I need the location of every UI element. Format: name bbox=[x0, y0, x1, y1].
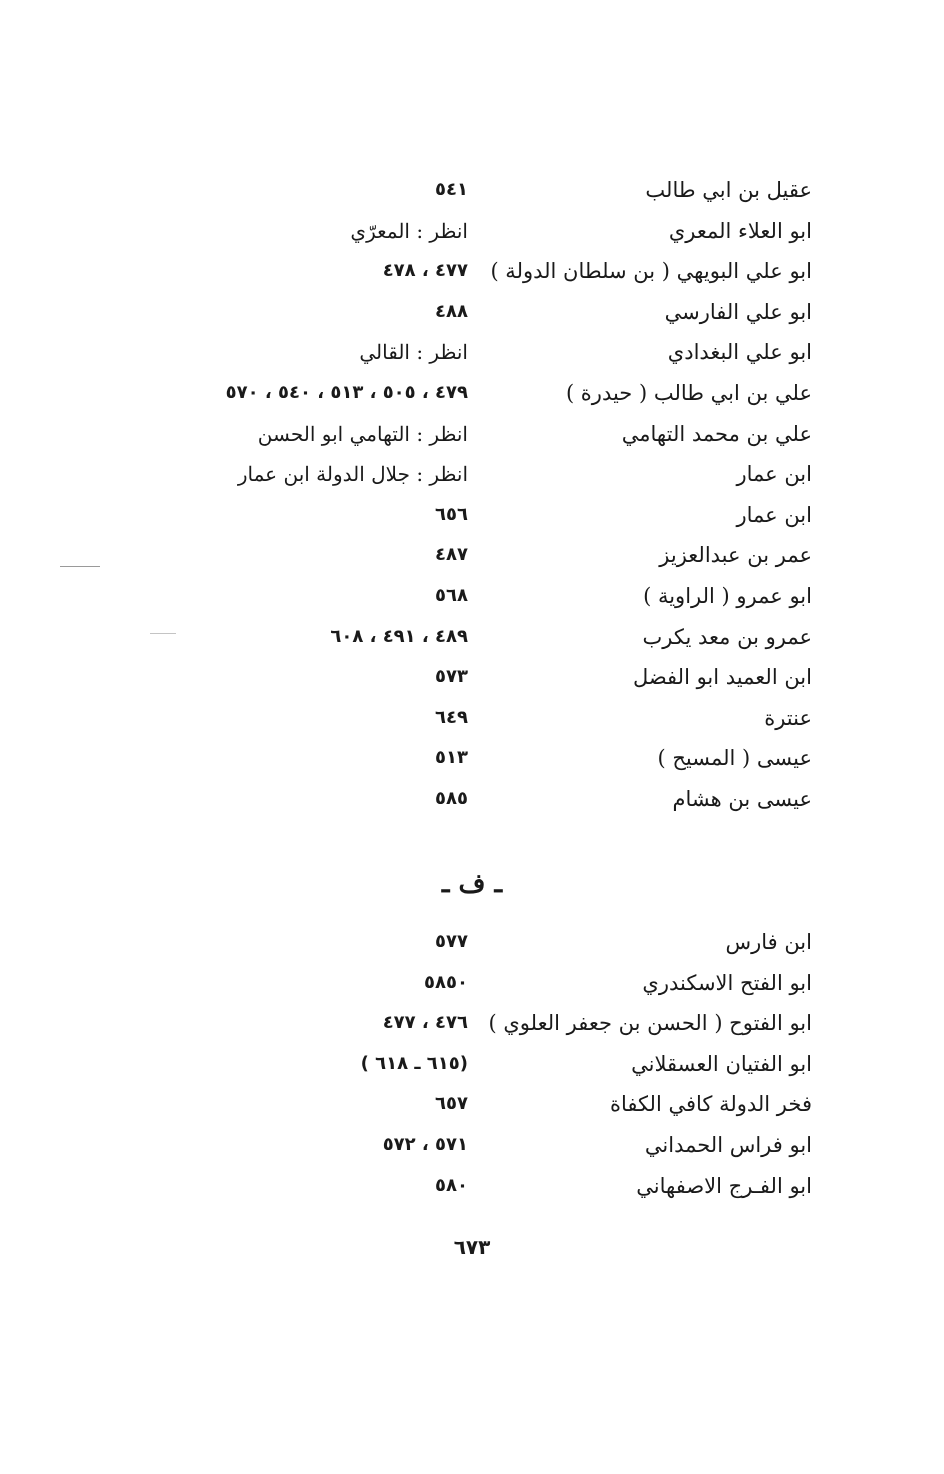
index-entry bbox=[0, 922, 944, 963]
scan-artifact-line bbox=[60, 566, 100, 567]
entry-name: ابو علي البغدادي bbox=[667, 340, 812, 365]
index-entry bbox=[0, 657, 944, 698]
entry-name: ابن فارس bbox=[725, 930, 812, 954]
entry-name: ابن العميد ابو الفضل bbox=[632, 665, 812, 690]
entry-name: فخر الدولة كافي الكفاة bbox=[609, 1092, 812, 1117]
index-entry bbox=[0, 211, 944, 252]
index-section-fa bbox=[0, 922, 944, 1206]
entry-pages: ٥٤١ bbox=[435, 179, 468, 200]
entry-pages: انظر : المعرّي bbox=[350, 218, 468, 243]
entry-pages: ٦٥٧ bbox=[435, 1093, 468, 1115]
entry-pages: ٤٧٧ ، ٤٧٨ bbox=[382, 260, 468, 282]
entry-name: ابو فراس الحمداني bbox=[644, 1132, 812, 1157]
entry-pages: ٤٨٨ bbox=[435, 300, 468, 322]
entry-name: علي بن محمد التهامي bbox=[621, 421, 812, 446]
entry-pages: ٤٧٩ ، ٥٠٥ ، ٥١٣ ، ٥٤٠ ، ٥٧٠ bbox=[225, 381, 468, 403]
scan-artifact-line bbox=[150, 633, 176, 634]
entry-name: عمرو بن معد يكرب bbox=[642, 624, 812, 649]
index-entry bbox=[0, 963, 944, 1004]
entry-name: علي بن ابي طالب ( حيدرة ) bbox=[565, 380, 812, 405]
letter-heading-fa: ـ ف ـ bbox=[441, 869, 503, 899]
entry-pages: ٥١٣ bbox=[435, 747, 468, 769]
entry-pages: ٥٧٧ bbox=[435, 931, 468, 952]
entry-name: عقيل بن ابي طالب bbox=[645, 178, 812, 202]
entry-name: عنترة bbox=[764, 705, 812, 730]
entry-name: ابو الفتح الاسكندري bbox=[642, 970, 812, 995]
entry-name: ابن عمار bbox=[736, 502, 812, 527]
index-entry bbox=[0, 1003, 944, 1044]
entry-pages: ٤٧٦ ، ٤٧٧ bbox=[382, 1012, 468, 1034]
entry-pages: ٥٨٥٠ bbox=[424, 971, 468, 993]
entry-pages: (٦١٥ ـ ٦١٨ ) bbox=[360, 1052, 468, 1074]
index-entry bbox=[0, 414, 944, 455]
index-entry bbox=[0, 292, 944, 333]
entry-pages: ٥٨٥ bbox=[435, 787, 468, 809]
index-entry bbox=[0, 617, 944, 658]
index-entry bbox=[0, 1084, 944, 1125]
index-section-ain bbox=[0, 170, 944, 820]
index-entry bbox=[0, 332, 944, 373]
entry-name: ابو الفـرج الاصفهاني bbox=[636, 1173, 812, 1198]
page-number: ٦٧٣ bbox=[453, 1235, 491, 1259]
entry-name: ابو الفتوح ( الحسن بن جعفر العلوي ) bbox=[488, 1011, 812, 1036]
index-entry bbox=[0, 495, 944, 536]
index-entry bbox=[0, 454, 944, 495]
entry-pages: ٥٧١ ، ٥٧٢ bbox=[382, 1133, 468, 1155]
entry-pages: انظر : التهامي ابو الحسن bbox=[257, 421, 468, 446]
entry-pages: ٥٦٨ bbox=[435, 584, 468, 606]
entry-name: ابو العلاء المعري bbox=[668, 218, 812, 243]
index-entry bbox=[0, 170, 944, 211]
entry-pages: ٦٥٦ bbox=[435, 503, 468, 525]
index-entry bbox=[0, 698, 944, 739]
index-entry bbox=[0, 373, 944, 414]
entry-pages: ٦٤٩ bbox=[435, 706, 468, 728]
entry-name: ابو علي البويهي ( بن سلطان الدولة ) bbox=[490, 259, 812, 284]
index-entry bbox=[0, 1044, 944, 1085]
entry-name: ابو عمرو ( الراوية ) bbox=[643, 583, 812, 608]
index-entry bbox=[0, 1125, 944, 1166]
index-entry bbox=[0, 251, 944, 292]
index-entry bbox=[0, 779, 944, 820]
index-entry bbox=[0, 1166, 944, 1207]
entry-name: عمر بن عبدالعزيز bbox=[659, 543, 812, 568]
entry-name: عيسى ( المسيح ) bbox=[657, 746, 812, 771]
index-entry bbox=[0, 535, 944, 576]
index-entry bbox=[0, 738, 944, 779]
entry-pages: ٤٨٧ bbox=[435, 544, 468, 566]
entry-pages: انظر : القالي bbox=[359, 340, 468, 365]
entry-pages: ٥٨٠ bbox=[435, 1174, 468, 1196]
entry-pages: ٤٨٩ ، ٤٩١ ، ٦٠٨ bbox=[330, 625, 468, 647]
entry-name: عيسى بن هشام bbox=[672, 786, 812, 811]
entry-name: ابن عمار bbox=[736, 462, 812, 487]
entry-pages: ٥٧٣ bbox=[435, 666, 468, 688]
entry-name: ابو الفتيان العسقلاني bbox=[631, 1051, 812, 1076]
index-entry bbox=[0, 576, 944, 617]
entry-pages: انظر : جلال الدولة ابن عمار bbox=[237, 462, 468, 487]
entry-name: ابو علي الفارسي bbox=[664, 299, 812, 324]
